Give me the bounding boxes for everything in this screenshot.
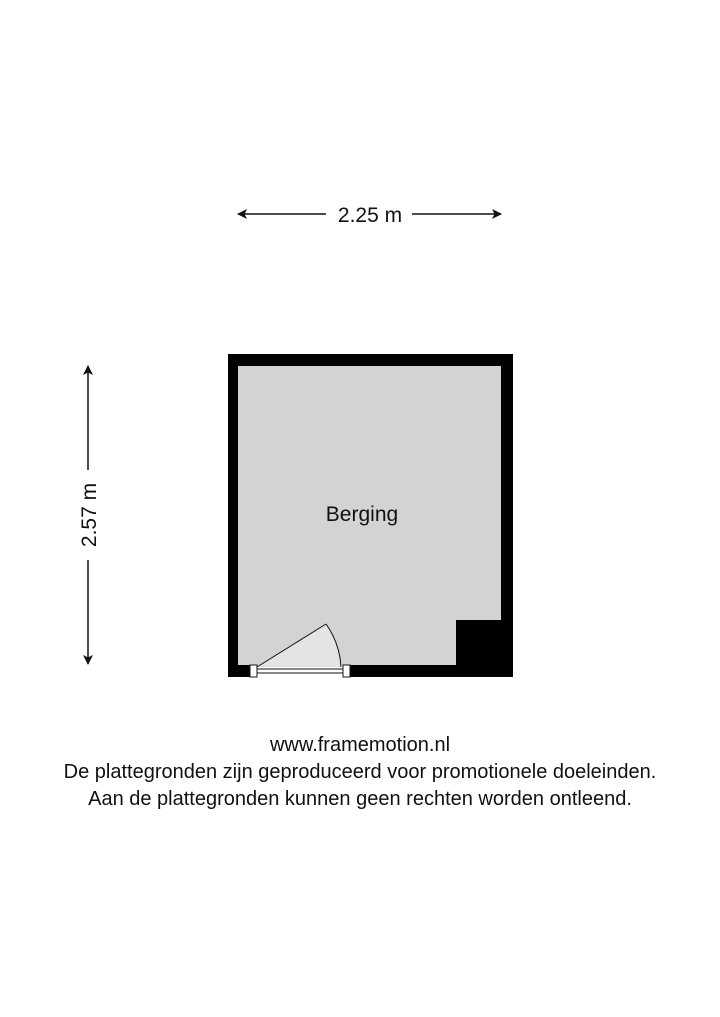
footer: [0, 732, 720, 813]
footer-disclaimer-line1: De plattegronden zijn geproduceerd voor promotionele doeleinden.: [63, 761, 657, 783]
footer-disclaimer-line2: Aan de plattegronden kunnen geen rechten worden ontleend.: [88, 788, 632, 810]
height-dimension-label: 2.57 m: [78, 482, 101, 548]
width-dimension-label: 2.25 m: [337, 204, 403, 227]
door-frame-right: [343, 665, 350, 677]
height-dimension: [78, 366, 101, 664]
width-dimension: [238, 204, 501, 227]
footer-website: www.framemotion.nl: [269, 734, 451, 756]
room-label: Berging: [325, 503, 399, 526]
room-berging: [228, 354, 513, 677]
door-frame-left: [250, 665, 257, 677]
corner-shaft: [456, 620, 501, 665]
